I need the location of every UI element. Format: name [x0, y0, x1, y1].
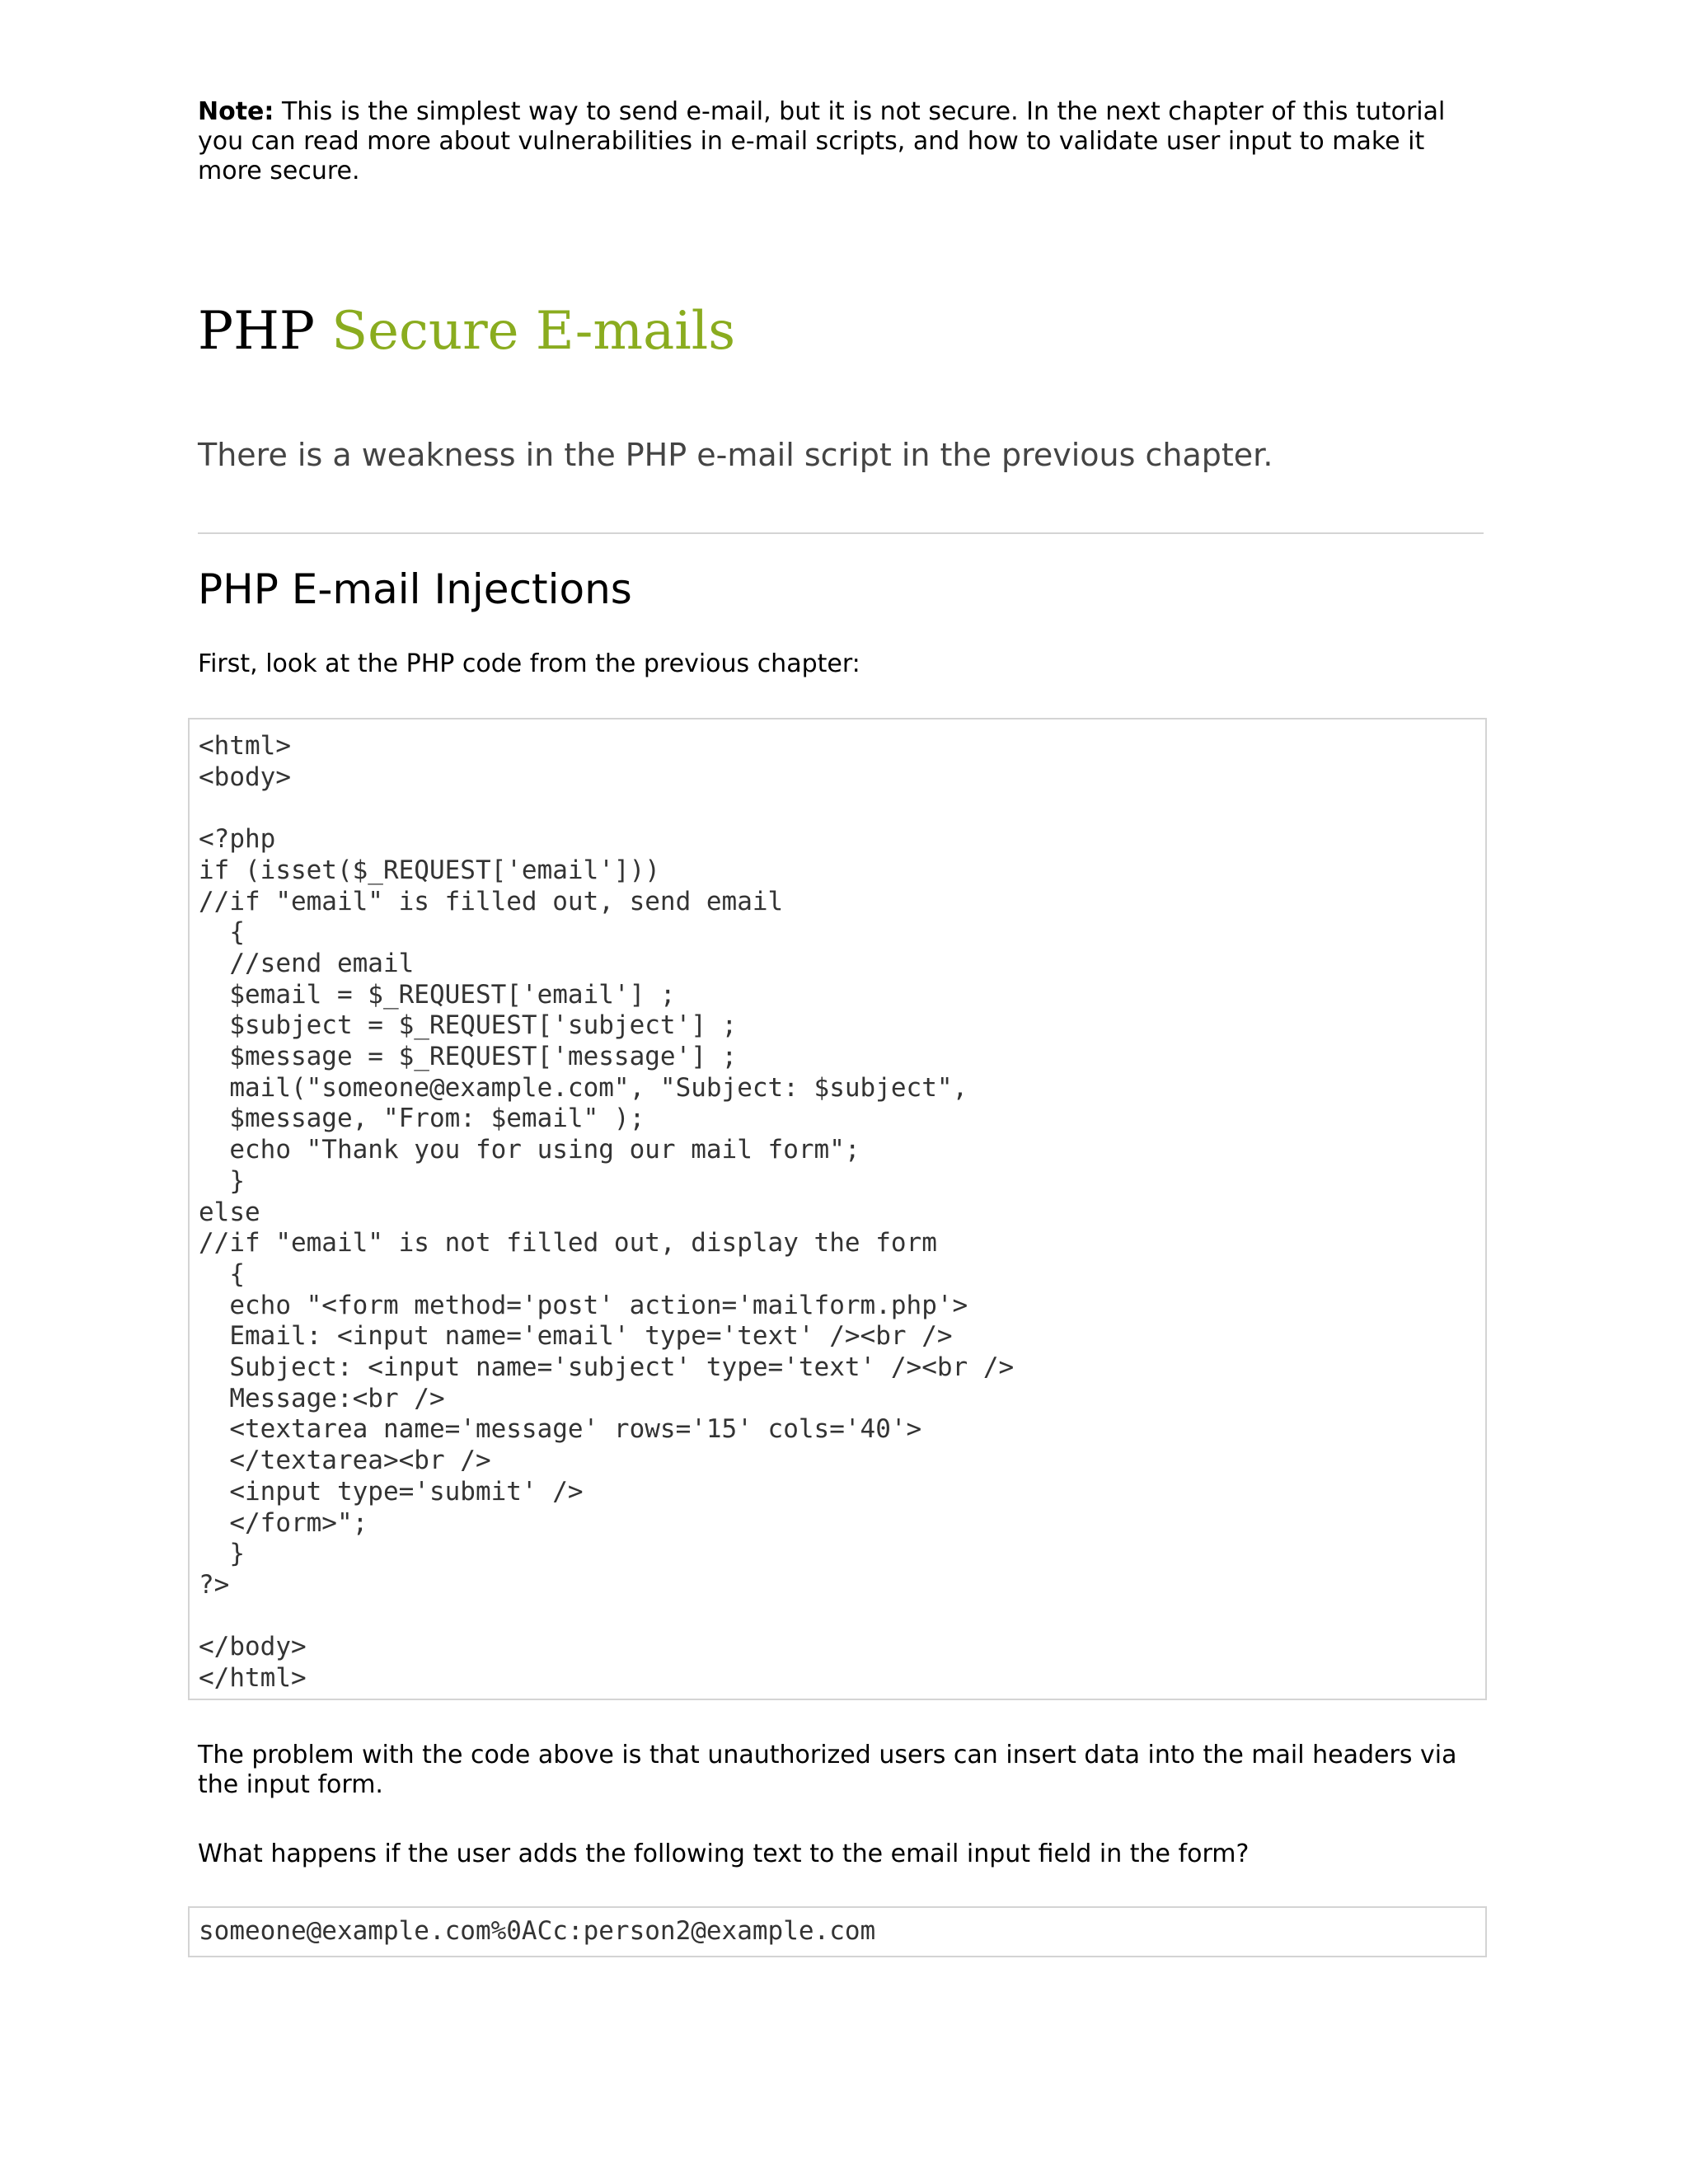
question-paragraph: What happens if the user adds the following text to the email input field in the form? [198, 1840, 1250, 1868]
note-paragraph [198, 97, 1484, 186]
chapter-intro: There is a weakness in the PHP e-mail script in the previous chapter. [198, 437, 1273, 473]
problem-paragraph: The problem with the code above is that unauthorized users can insert data into the mail headers via the input form. [198, 1741, 1457, 1799]
note-label: Note: [198, 97, 274, 126]
lead-paragraph: First, look at the PHP code from the previous chapter: [198, 649, 860, 678]
chapter-title [198, 298, 735, 364]
chapter-title-prefix: PHP [198, 301, 332, 362]
php-code-example [188, 718, 1487, 1700]
injection-example-text: someone@example.com%0ACc:person2@example.com [199, 1916, 876, 1946]
note-text: This is the simplest way to send e-mail, but it is not secure. In the next chapter of this tutorial you can read more about vulnerabilities in e-mail scripts, and how to validate user input to make it more secure. [198, 97, 1446, 185]
injection-example-box [188, 1906, 1487, 1957]
php-code-text: <html> <body> <?php if (isset($_REQUEST['email'])) //if "email" is filled out, send email { //send email $email = $_REQUEST['email'] ; $subject = $_REQUEST['subject'] ; $message = $_REQUEST['message'] ; mail("someone@example.com", "Subject: $subject", $message, "From: $email" ); echo "Thank you for using our mail form"; } else //if "email" is not filled out, display the form { echo "<form method='post' action='mailform.php'> Email: <input name='email' type='text' /><br /> Subject: <input name='subject' type='text' /><br /> Message:<br /> <textarea name='message' rows='15' cols='40'> </textarea><br /> <input type='submit' /> </form>"; } ?> </body> </html> [199, 731, 1015, 1694]
chapter-title-accent: Secure E-mails [331, 301, 736, 362]
section-heading: PHP E-mail Injections [198, 565, 632, 613]
section-divider [198, 532, 1484, 534]
